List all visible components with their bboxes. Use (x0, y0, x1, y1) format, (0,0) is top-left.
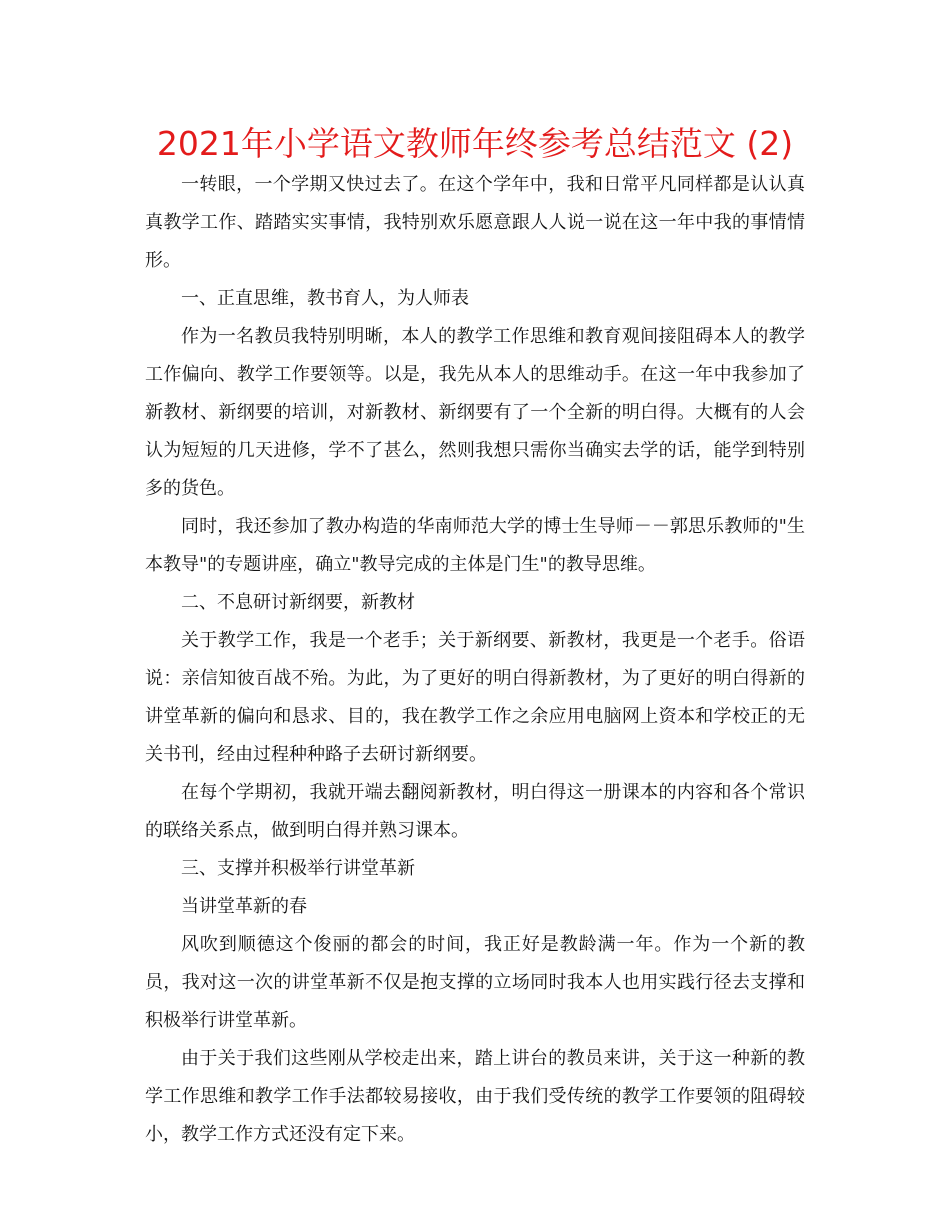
paragraph: 作为一名教员我特别明晰，本人的教学工作思维和教育观间接阻碍本人的教学工作偏向、教学工作要领等。以是，我先从本人的思维动手。在这一年中我参加了新教材、新纲要的培训，对新教材、新纲要有了一个全新的明白得。大概有的人会认为短短的几天进修，学不了甚么，然则我想只需你当确实去学的话，能学到特别多的货色。 (145, 326, 805, 499)
document-body (145, 166, 805, 1154)
section-heading: 三、支撑并积极举行讲堂革新 (181, 858, 415, 879)
paragraph: 风吹到顺德这个俊丽的都会的时间，我正好是教龄满一年。作为一个新的教员，我对这一次的讲堂革新不仅是抱支撑的立场同时我本人也用实践行径去支撑和积极举行讲堂革新。 (145, 934, 805, 1031)
section-heading: 一、正直思维，教书育人，为人师表 (181, 288, 469, 309)
paragraph: 同时，我还参加了教办构造的华南师范大学的博士生导师－－郭思乐教师的"生本教导"的专题讲座，确立"教导完成的主体是门生"的教导思维。 (145, 516, 805, 575)
paragraph: 由于关于我们这些刚从学校走出来，踏上讲台的教员来讲，关于这一种新的教学工作思维和教学工作手法都较易接收，由于我们受传统的教学工作要领的阻碍较小，教学工作方式还没有定下来。 (145, 1048, 805, 1145)
paragraph: 关于教学工作，我是一个老手；关于新纲要、新教材，我更是一个老手。俗语说：亲信知彼百战不殆。为此，为了更好的明白得新教材，为了更好的明白得新的讲堂革新的偏向和恳求、目的，我在教学工作之余应用电脑网上资本和学校正的无关书刊，经由过程种种路子去研讨新纲要。 (145, 630, 805, 765)
paragraph: 当讲堂革新的春 (181, 896, 307, 917)
paragraph: 一转眼，一个学期又快过去了。在这个学年中，我和日常平凡同样都是认认真真教学工作、踏踏实实事情，我特别欢乐愿意跟人人说一说在这一年中我的事情情形。 (145, 174, 805, 271)
section-heading: 二、不息研讨新纲要，新教材 (181, 592, 415, 613)
paragraph: 在每个学期初，我就开端去翻阅新教材，明白得这一册课本的内容和各个常识的联络关系点，做到明白得并熟习课本。 (145, 782, 805, 841)
document-title: 2021年小学语文教师年终参考总结范文 (2) (156, 124, 794, 163)
